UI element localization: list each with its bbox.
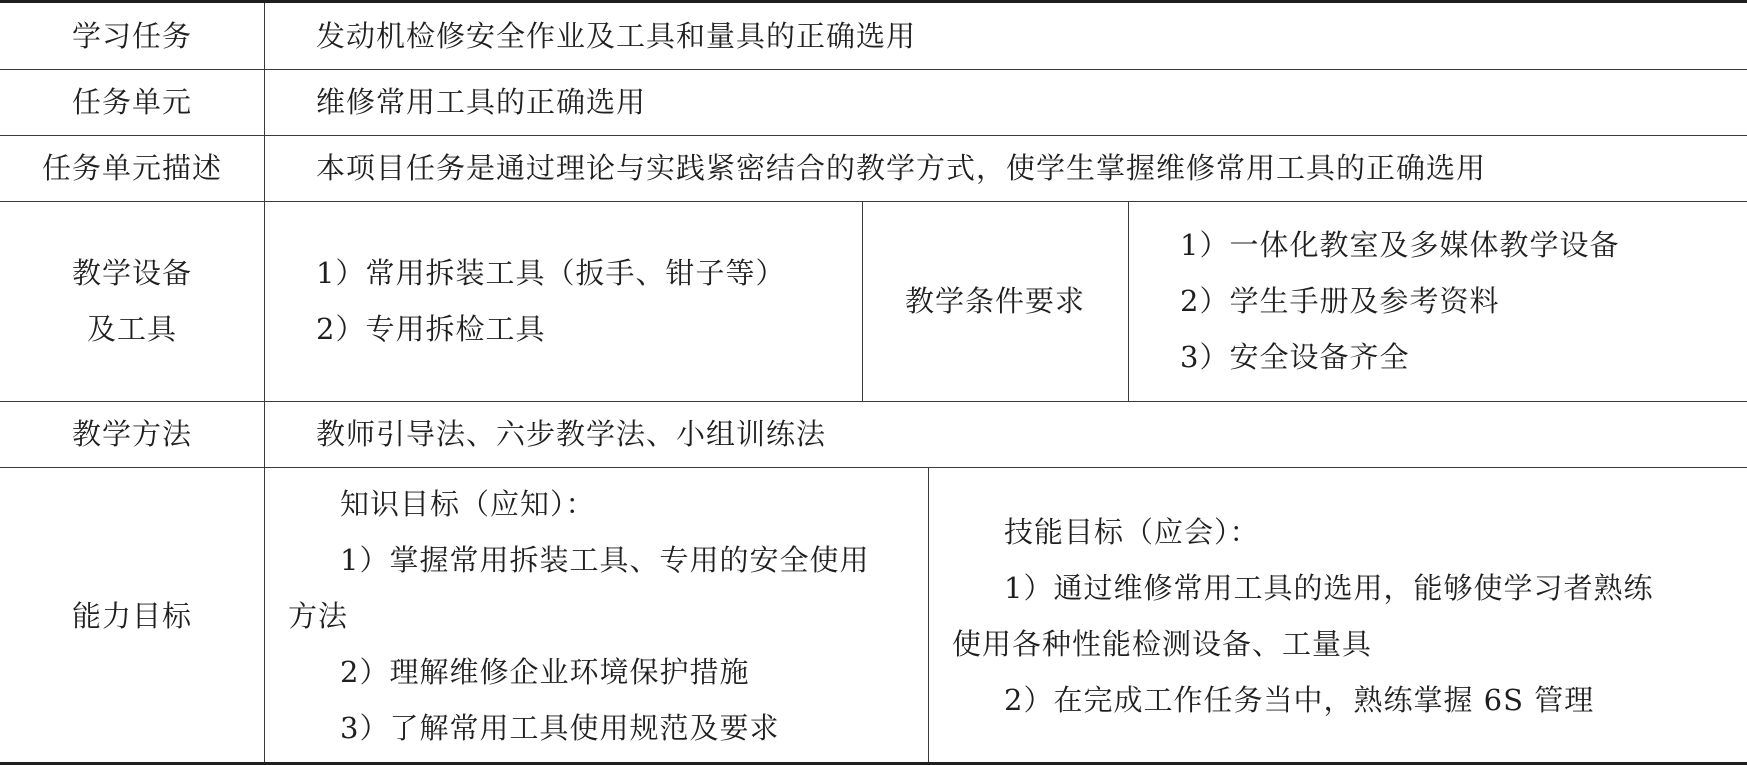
ability-goals-label: 能力目标 <box>71 599 192 633</box>
conditions-list <box>1128 201 1747 401</box>
skill-goal-item: 2）在完成工作任务当中，熟练掌握 6S 管理 <box>1004 683 1595 717</box>
knowledge-goal-item: 1）掌握常用拆装工具、专用的安全使用 <box>340 543 870 577</box>
equipment-label-line: 教学设备 <box>71 256 192 290</box>
task-unit-description-label: 任务单元描述 <box>41 151 222 185</box>
skill-goal-item-continuation: 使用各种性能检测设备、工量具 <box>952 627 1373 661</box>
skill-goal-item: 1）通过维修常用工具的选用，能够使学习者熟练 <box>1004 571 1654 605</box>
equipment-label-line: 及工具 <box>86 312 177 346</box>
conditions-label: 教学条件要求 <box>904 284 1085 318</box>
knowledge-goals-heading: 知识目标（应知）： <box>340 487 596 521</box>
equipment-list <box>264 201 862 401</box>
task-unit-value: 维修常用工具的正确选用 <box>316 85 647 119</box>
skill-goals-heading: 技能目标（应会）： <box>1004 515 1260 549</box>
skill-goals <box>928 467 1747 765</box>
condition-item: 1）一体化教室及多媒体教学设备 <box>1180 228 1620 262</box>
teaching-method-value: 教师引导法、六步教学法、小组训练法 <box>316 417 827 451</box>
equipment-item: 1）常用拆装工具（扳手、钳子等） <box>316 256 786 290</box>
learning-task-label: 学习任务 <box>71 19 192 53</box>
knowledge-goal-item: 3）了解常用工具使用规范及要求 <box>340 711 780 745</box>
equipment-item: 2）专用拆检工具 <box>316 312 546 346</box>
task-unit-label: 任务单元 <box>71 85 192 119</box>
knowledge-goal-item-continuation: 方法 <box>288 599 349 633</box>
task-unit-description-value: 本项目任务是通过理论与实践紧密结合的教学方式，使学生掌握维修常用工具的正确选用 <box>316 151 1487 185</box>
teaching-method-label: 教学方法 <box>71 417 192 451</box>
condition-item: 3）安全设备齐全 <box>1180 340 1410 374</box>
knowledge-goal-item: 2）理解维修企业环境保护措施 <box>340 655 750 689</box>
equipment-label <box>0 201 264 401</box>
knowledge-goals <box>264 467 928 765</box>
learning-task-value: 发动机检修安全作业及工具和量具的正确选用 <box>316 19 917 53</box>
condition-item: 2）学生手册及参考资料 <box>1180 284 1500 318</box>
